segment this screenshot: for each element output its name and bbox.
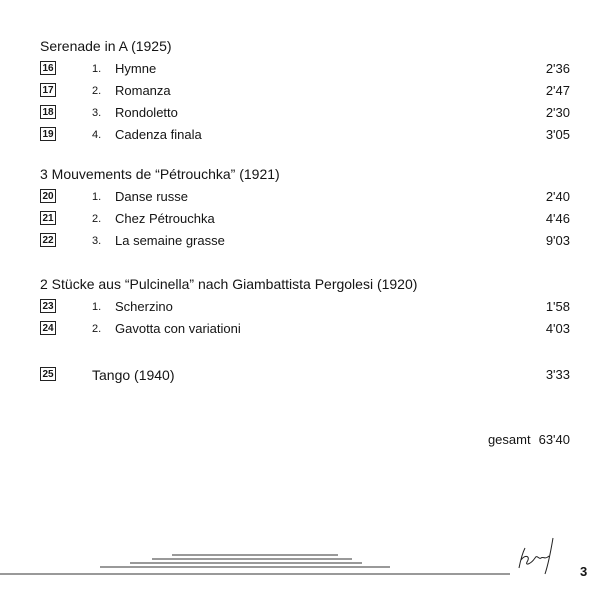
movement-title: Danse russe xyxy=(115,189,188,204)
track-row xyxy=(40,80,570,102)
movement-title: La semaine grasse xyxy=(115,233,225,248)
track-number-box: 22 xyxy=(40,233,56,247)
section-pulcinella xyxy=(40,274,570,340)
movement-number: 2. xyxy=(92,213,102,225)
track-row xyxy=(40,296,570,318)
movement-title: Hymne xyxy=(115,61,157,76)
movement-number: 3. xyxy=(92,107,102,119)
page-number: 3 xyxy=(580,564,588,579)
track-row xyxy=(40,208,570,230)
track-duration: 2'40 xyxy=(545,189,570,204)
track-row xyxy=(40,318,570,340)
track-duration: 2'30 xyxy=(545,105,570,120)
movement-title: Cadenza finala xyxy=(115,127,202,142)
movement-number: 1. xyxy=(92,63,102,75)
movement-number: 1. xyxy=(92,301,102,313)
movement-title: Romanza xyxy=(115,83,171,98)
track-row xyxy=(40,186,570,208)
track-row xyxy=(40,364,570,386)
track-number-box: 20 xyxy=(40,189,56,203)
movement-number: 4. xyxy=(92,129,102,141)
movement-number: 2. xyxy=(92,323,102,335)
track-row xyxy=(40,230,570,252)
track-duration: 4'03 xyxy=(545,321,570,336)
movement-number: 3. xyxy=(92,235,102,247)
track-number-box: 16 xyxy=(40,61,56,75)
track-duration: 4'46 xyxy=(545,211,570,226)
track-number-box: 24 xyxy=(40,321,56,335)
section-tango xyxy=(40,364,570,386)
tango-title: Tango (1940) xyxy=(92,367,175,383)
movement-number: 2. xyxy=(92,85,102,97)
total-label: gesamt xyxy=(487,432,531,447)
movement-number: 1. xyxy=(92,191,102,203)
track-number-box: 23 xyxy=(40,299,56,313)
track-number-box: 17 xyxy=(40,83,56,97)
section-heading: Serenade in A (1925) xyxy=(40,38,172,54)
track-number-box: 18 xyxy=(40,105,56,119)
movement-title: Gavotta con variationi xyxy=(115,321,241,336)
track-number-box: 25 xyxy=(40,367,56,381)
track-duration: 1'58 xyxy=(545,299,570,314)
track-number-box: 19 xyxy=(40,127,56,141)
track-number-box: 21 xyxy=(40,211,56,225)
section-heading: 2 Stücke aus “Pulcinella” nach Giambattista Pergolesi (1920) xyxy=(40,276,418,292)
section-serenade xyxy=(40,36,570,146)
track-row xyxy=(40,58,570,80)
section-heading: 3 Mouvements de “Pétrouchka” (1921) xyxy=(40,166,280,182)
movement-title: Rondoletto xyxy=(115,105,178,120)
section-petrouchka xyxy=(40,164,570,252)
movement-title: Scherzino xyxy=(115,299,173,314)
total-value: 63'40 xyxy=(538,432,570,447)
signature-icon xyxy=(505,530,575,580)
track-duration: 2'36 xyxy=(545,61,570,76)
track-row xyxy=(40,102,570,124)
track-duration: 2'47 xyxy=(545,83,570,98)
track-duration: 3'05 xyxy=(545,127,570,142)
track-duration: 9'03 xyxy=(545,233,570,248)
movement-title: Chez Pétrouchka xyxy=(115,211,215,226)
track-row xyxy=(40,124,570,146)
track-duration: 3'33 xyxy=(545,367,570,382)
total-duration xyxy=(488,432,570,447)
